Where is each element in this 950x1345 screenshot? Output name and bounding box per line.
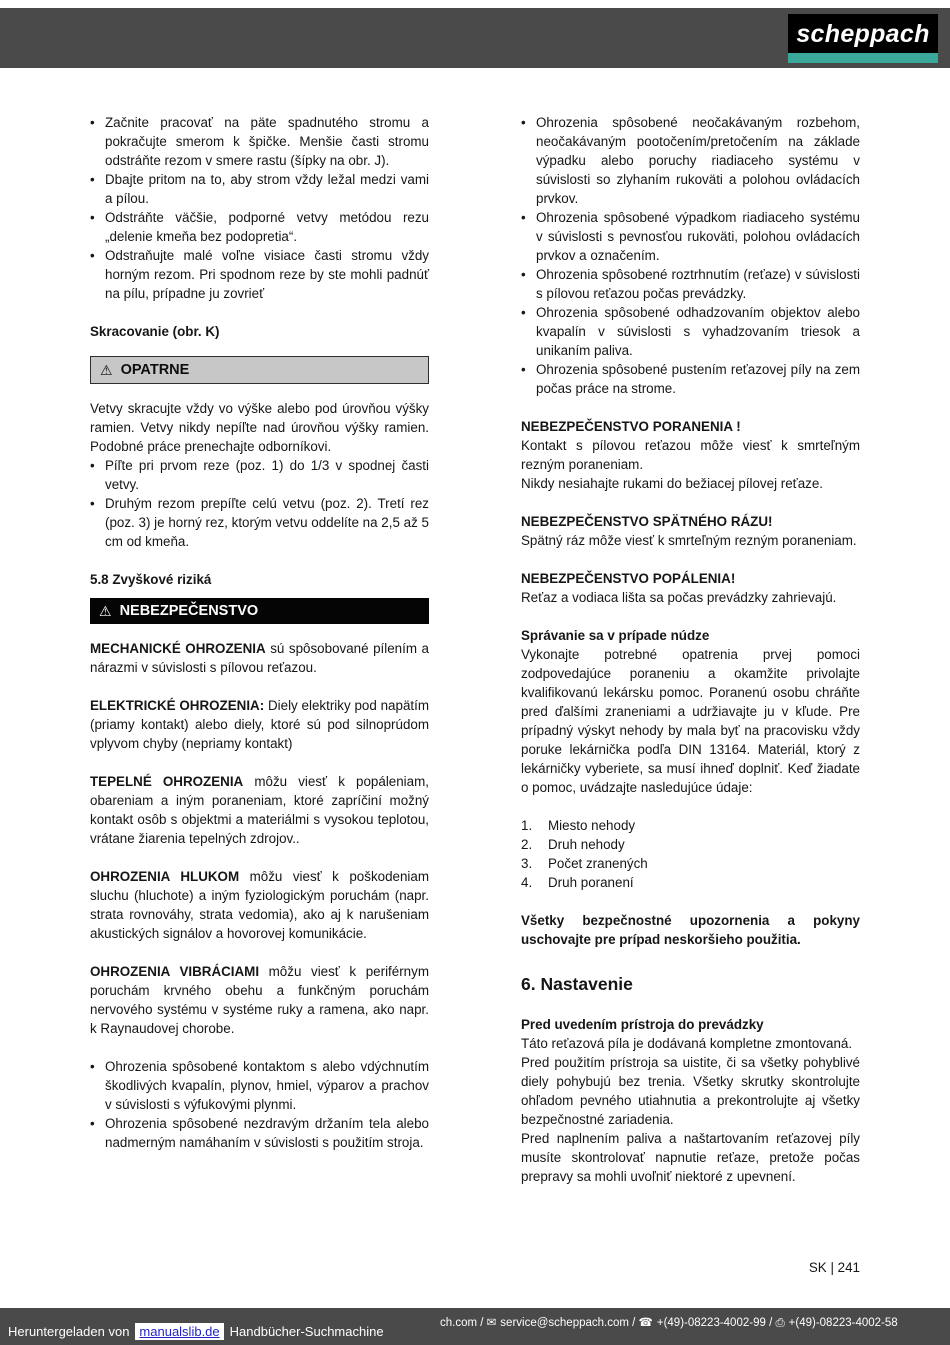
item-text: Počet zranených xyxy=(548,856,648,871)
list-item-text: • Ohrozenia spôsobené neočakávaným rozbehom, neočakávaným pootočením/pretočením na základe výpadku alebo poruchy riadiaceho systému v súvislosti so zlyhaním rukoväti a polohou ovládacích prvkov. xyxy=(536,115,860,206)
hazard-paragraph-thermal xyxy=(90,772,429,848)
section-title-poranenia: NEBEZPEČENSTVO PORANENIA ! xyxy=(521,419,741,434)
right-column xyxy=(521,113,860,1186)
list-item-text: • Ohrozenia spôsobené nezdravým držaním tela alebo nadmerným namáhaním v súvislosti s použitím stroja. xyxy=(105,1116,429,1150)
item-number: 1. xyxy=(521,818,533,833)
section-title-popalenia: NEBEZPEČENSTVO POPÁLENIA! xyxy=(521,571,736,586)
item-text: Druh nehody xyxy=(548,837,625,852)
hazard-text: môžu viesť k popáleniam, obareniam a iným poraneniam, ktoré zapríčiní možný kontakt osôb s objektmi a materiálmi s vysokou teplotou, vrátane žiarenia tepelných zdrojov.. xyxy=(90,774,429,846)
list-item xyxy=(90,1057,429,1114)
hazard-paragraph-electrical xyxy=(90,696,429,753)
section-title-nudze: Správanie sa v prípade núdze xyxy=(521,628,710,643)
list-item xyxy=(90,170,429,208)
paragraph: Pred použitím prístroja sa uistite, či sa všetky pohyblivé diely pohybujú bez trenia. Všetky skrutky skontrolujte ohľadom pevného utiahnutia a prekontrolujte aj všetky bezpečnostné zariadenia. xyxy=(521,1055,860,1127)
hazard-paragraph-mechanical xyxy=(90,639,429,677)
section-title-spatny-raz: NEBEZPEČENSTVO SPÄTNÉHO RÁZU! xyxy=(521,514,773,529)
section-6-heading: 6. Nastavenie xyxy=(521,974,633,994)
list-item xyxy=(521,265,860,303)
list-item xyxy=(90,494,429,551)
bullet-list-other-hazards xyxy=(90,1057,429,1152)
hazard-text: sú spôsobované pílením a nárazmi v súvislosti s pílovou reťazou. xyxy=(90,641,429,675)
keep-instructions-note: Všetky bezpečnostné upozornenia a pokyny uschovajte pre prípad neskoršieho použitia. xyxy=(521,913,860,947)
list-item-text: • Druhým rezom prepíľte celú vetvu (poz. 2). Tretí rez (poz. 3) je horný rez, ktorým vetvu oddelíte na 2,5 až 5 cm od kmeňa. xyxy=(105,496,429,549)
list-item xyxy=(90,1114,429,1152)
bullet-list-cutting xyxy=(90,456,429,551)
page-content xyxy=(90,113,860,1186)
list-item-text: • Dbajte pritom na to, aby strom vždy ležal medzi vami a pílou. xyxy=(105,172,429,206)
item-text: Druh poranení xyxy=(548,875,634,890)
footer-contact xyxy=(440,1315,898,1330)
watermark-prefix: Heruntergeladen von xyxy=(8,1324,130,1339)
phone-icon: ☎ xyxy=(638,1317,653,1329)
paragraph: Vykonajte potrebné opatrenia prvej pomoci zodpovedajúce poraneniu a okamžite privolajte kvalifikovanú lekársku pomoc. Poranenú osobu chráňte pred ďalšími zraneniami a udržiavajte ju v kľude. Pre prípadný výskyt nehody by mala byť na pracovisku vždy poruke lekárnička podľa DIN 13164. Materiál, ktorý z lekárničky vyberiete, sa musí ihneď doplniť. Keď žiadate o pomoc, uvádzajte nasledujúce údaje: xyxy=(521,647,860,795)
hazard-text: môžu viesť k periférnym poruchám krvného obehu a funkčným poruchám nervového systému v systéme ruky a ramena, ako napr. k Raynaudovej chorobe. xyxy=(90,964,429,1036)
footer-phone: +(49)-08223-4002-99 / xyxy=(656,1317,776,1329)
list-item xyxy=(90,208,429,246)
bullet-list-control-hazards xyxy=(521,113,860,398)
footer-bar xyxy=(0,1308,950,1345)
email-icon: ✉ xyxy=(486,1317,497,1329)
paragraph-vetvy: Vetvy skracujte vždy vo výške alebo pod úrovňou výšky ramien. Vetvy nikdy nepíľte nad úrovňou výšky ramien. Podobné práce prenechajte odborníkovi. xyxy=(90,401,429,454)
list-item xyxy=(521,113,860,208)
manualslib-link[interactable]: manualslib.de xyxy=(135,1323,223,1340)
numbered-item xyxy=(521,835,860,854)
list-item-text: • Ohrozenia spôsobené kontaktom s alebo vdýchnutím škodlivých kvapalín, plynov, hmiel, výparov a prachov v súvislosti s výfukovými plynmi. xyxy=(105,1059,429,1112)
paragraph: Pred naplnením paliva a naštartovaním reťazovej píly musíte skontrolovať napnutie reťaze, pretože počas prepravy sa mohli uvoľniť niektoré z upevnení. xyxy=(521,1131,860,1184)
manualslib-watermark xyxy=(8,1323,384,1340)
heading-skracovanie: Skracovanie (obr. K) xyxy=(90,324,220,339)
danger-box xyxy=(90,598,429,624)
list-item-text: • Ohrozenia spôsobené odhadzovaním objektov alebo kvapalín v súvislosti s vyhadzovaním triesok a unikaním paliva. xyxy=(536,305,860,358)
hazard-lead: OHROZENIA HLUKOM xyxy=(90,869,240,884)
paragraph: Táto reťazová píla je dodávaná kompletne zmontovaná. xyxy=(521,1036,853,1051)
accident-info-list xyxy=(521,816,860,892)
caution-box xyxy=(90,356,429,384)
hazard-text: Diely elektriky pod napätím (priamy kontakt) alebo diely, ktoré sú pod silnoprúdom vplyvom chyby (nepriamy kontakt) xyxy=(90,698,429,751)
item-text: Miesto nehody xyxy=(548,818,636,833)
heading-zvyskove-rizika: 5.8 Zvyškové riziká xyxy=(90,572,212,587)
footer-url-fragment: ch.com / xyxy=(440,1317,487,1329)
numbered-item xyxy=(521,854,860,873)
list-item xyxy=(90,113,429,170)
header-bar xyxy=(0,8,950,68)
list-item xyxy=(90,246,429,303)
hazard-lead: TEPELNÉ OHROZENIA xyxy=(90,774,244,789)
list-item xyxy=(521,303,860,360)
danger-label: NEBEZPEČENSTVO xyxy=(119,602,259,619)
hazard-lead: MECHANICKÉ OHROZENIA xyxy=(90,641,266,656)
numbered-item xyxy=(521,873,860,892)
list-item xyxy=(521,208,860,265)
left-column xyxy=(90,113,429,1186)
scheppach-logo-accent-stripe xyxy=(788,53,938,63)
item-number: 3. xyxy=(521,856,533,871)
footer-fax: +(49)-08223-4002-58 xyxy=(788,1317,898,1329)
caution-label: OPATRNE xyxy=(120,361,190,378)
footer-email: service@scheppach.com / xyxy=(500,1317,639,1329)
hazard-text: môžu viesť k poškodeniam sluchu (hluchote) a iným fyziologickým poruchám (napr. strata rovnováhy, strata vedomia), ako aj k narušeniam akustických signálov a hovorovej komunikácie. xyxy=(90,869,430,941)
fax-icon: ⎙ xyxy=(775,1317,785,1329)
list-item-text: • Odstráňte väčšie, podporné vetvy metódou rezu „delenie kmeňa bez podopretia“. xyxy=(105,210,429,244)
hazard-lead: OHROZENIA VIBRÁCIAMI xyxy=(90,964,260,979)
paragraph: Spätný ráz môže viesť k smrteľným rezným poraneniam. xyxy=(521,533,857,548)
hazard-paragraph-noise xyxy=(90,867,429,943)
item-number: 2. xyxy=(521,837,533,852)
numbered-item xyxy=(521,816,860,835)
list-item-text: • Ohrozenia spôsobené výpadkom riadiaceho systému v súvislosti s pevnosťou rukoväti, polohou ovládacích prvkov a označením. xyxy=(536,210,860,263)
page-number: SK | 241 xyxy=(808,1260,860,1275)
list-item-text: • Odstraňujte malé voľne visiace časti stromu vždy horným rezom. Pri spodnom reze by ste mohli padnúť na pílu, prípadne ju zovrieť xyxy=(105,248,429,301)
paragraph: Reťaz a vodiaca lišta sa počas prevádzky zahrievajú. xyxy=(521,590,837,605)
list-item-text: • Začnite pracovať na päte spadnutého stromu a pokračujte smerom k špičke. Menšie časti stromu odstráňte rezom v smere rastu (šípky na obr. J). xyxy=(105,115,429,168)
list-item-text: • Píľte pri prvom reze (poz. 1) do 1/3 v spodnej časti vetvy. xyxy=(105,458,429,492)
warning-icon: ⚠ xyxy=(100,361,113,378)
watermark-suffix: Handbücher-Suchmachine xyxy=(229,1324,384,1339)
subsection-heading-pred-uvedenim: Pred uvedením prístroja do prevádzky xyxy=(521,1017,764,1032)
scheppach-logo xyxy=(788,14,938,63)
paragraph: Kontakt s pílovou reťazou môže viesť k smrteľným rezným poraneniam. xyxy=(521,438,860,472)
hazard-paragraph-vibration xyxy=(90,962,429,1038)
list-item xyxy=(521,360,860,398)
paragraph: Nikdy nesiahajte rukami do bežiacej pílovej reťaze. xyxy=(521,476,824,491)
list-item xyxy=(90,456,429,494)
item-number: 4. xyxy=(521,875,533,890)
list-item-text: • Ohrozenia spôsobené pustením reťazovej píly na zem počas práce na strome. xyxy=(536,362,860,396)
hazard-lead: ELEKTRICKÉ OHROZENIA: xyxy=(90,698,265,713)
warning-icon: ⚠ xyxy=(99,602,112,619)
list-item-text: • Ohrozenia spôsobené roztrhnutím (reťaze) v súvislosti s pílovou reťazou počas prevádzky. xyxy=(536,267,860,301)
bullet-list-felling xyxy=(90,113,429,303)
scheppach-logo-text: scheppach xyxy=(788,14,938,53)
